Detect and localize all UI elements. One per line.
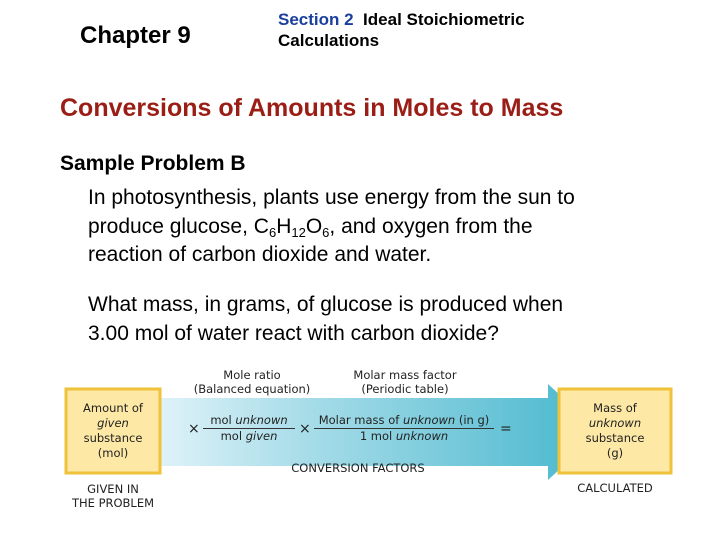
glucose-o: O (305, 214, 323, 238)
molar-mass-label (338, 368, 472, 396)
frac1-num-b: unknown (235, 413, 288, 427)
calculated-caption: CALCULATED (577, 481, 653, 495)
unknown-box-line3: substance (585, 431, 645, 445)
para1-line1: In photosynthesis, plants use energy from the sun to (88, 186, 575, 209)
frac2-num-c: (in g) (455, 413, 490, 427)
equals-sign: = (500, 421, 512, 437)
para1-line2-start: produce glucose, C (88, 214, 269, 238)
frac2-den-a: 1 mol (359, 429, 396, 443)
frac2-den-b: unknown (395, 429, 449, 443)
section-number: Section 2 (278, 10, 354, 29)
conversion-factors-label: CONVERSION FACTORS (291, 461, 425, 475)
chapter-title: Chapter 9 (80, 22, 191, 49)
glucose-subscript-h: 12 (291, 224, 306, 240)
section-title-line1: Ideal Stoichiometric (363, 10, 525, 29)
frac2-num-b: unknown (402, 413, 456, 427)
times-sign-1: × (188, 421, 200, 437)
problem-label: Sample Problem B (60, 152, 246, 175)
given-caption (62, 482, 164, 510)
unknown-box-line2: unknown (588, 416, 642, 430)
mole-ratio-line1: Mole ratio (223, 368, 281, 382)
para1-line2-end: , and oxygen from the (329, 214, 533, 238)
frac1-num-a: mol (210, 413, 236, 427)
given-caption-line2: THE PROBLEM (71, 496, 155, 510)
molar-mass-fraction (314, 413, 494, 444)
section-title-line2: Calculations (278, 31, 380, 50)
glucose-subscript-c: 6 (268, 224, 277, 240)
times-sign-2: × (299, 421, 311, 437)
para1-line3: reaction of carbon dioxide and water. (88, 243, 432, 266)
mole-ratio-label (186, 368, 318, 396)
frac1-den-a: mol (220, 429, 246, 443)
given-box-line3: substance (83, 431, 143, 445)
slide-heading: Conversions of Amounts in Moles to Mass (60, 94, 564, 122)
para2-line1: What mass, in grams, of glucose is produced when (88, 293, 564, 316)
para2-line2: 3.00 mol of water react with carbon dioxide? (88, 321, 499, 345)
given-amount-box (66, 392, 160, 470)
given-box-line4: (mol) (97, 446, 129, 460)
unknown-mass-box (559, 392, 671, 470)
frac2-num-a: Molar mass of (318, 413, 403, 427)
glucose-subscript-o: 6 (322, 224, 330, 240)
mole-ratio-line2: (Balanced equation) (193, 382, 311, 396)
unknown-box-line1: Mass of (593, 401, 637, 415)
unknown-box-line4: (g) (606, 446, 624, 460)
molar-mass-line1: Molar mass factor (353, 368, 457, 382)
glucose-h: H (276, 214, 292, 238)
molar-mass-line2: (Periodic table) (361, 382, 449, 396)
frac1-den-b: given (245, 429, 278, 443)
given-box-line1: Amount of (83, 401, 143, 415)
given-caption-line1: GIVEN IN (87, 482, 139, 496)
given-box-line2: given (97, 416, 129, 430)
mole-ratio-fraction (203, 413, 295, 444)
